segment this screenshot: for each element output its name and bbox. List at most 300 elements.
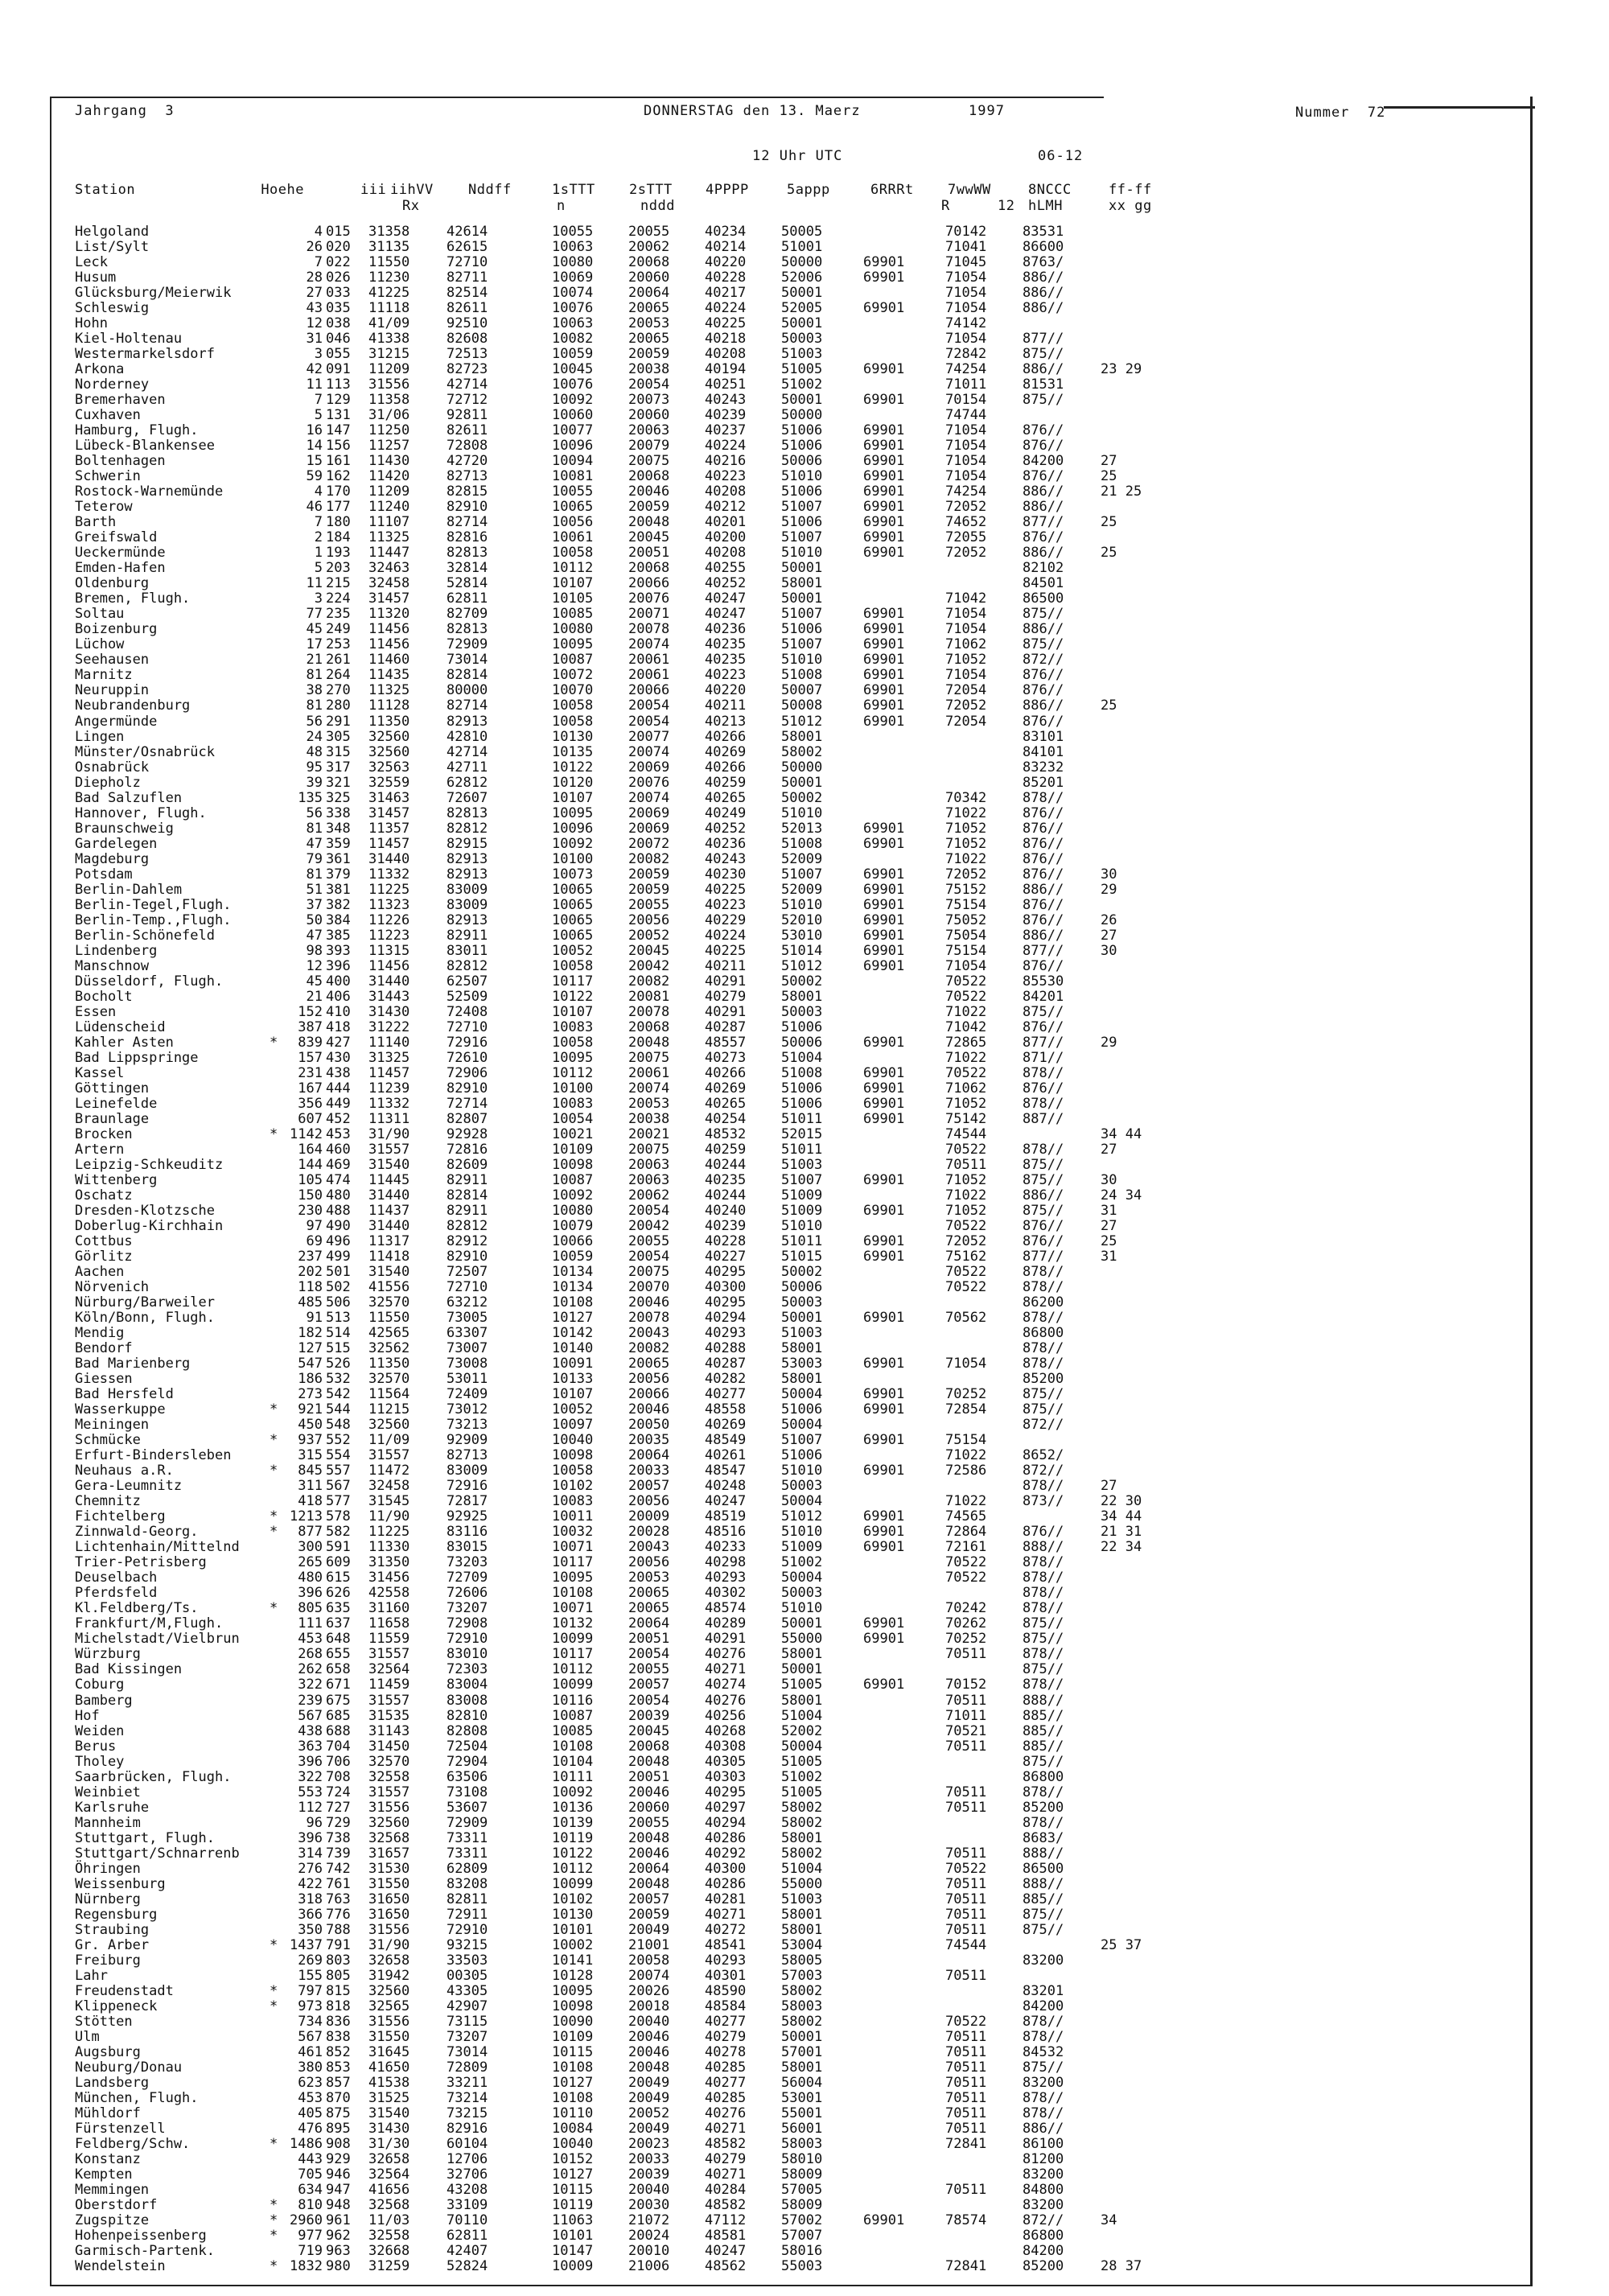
- weather-cell: 71052: [945, 1203, 987, 1219]
- iihvv-cell: 31443: [368, 988, 410, 1005]
- pressure-cell: 48584: [705, 1998, 747, 2014]
- nddff-cell: 42907: [446, 1998, 488, 2014]
- iihvv-cell: 11320: [368, 606, 410, 623]
- cloud-cell: 875//: [1023, 1615, 1064, 1632]
- station-name: Wittenberg: [75, 1171, 158, 1188]
- cloud-cell: 888//: [1023, 1845, 1064, 1862]
- tendency-cell: 53001: [781, 2089, 823, 2106]
- gust-cell: 25: [1101, 545, 1117, 562]
- elevation-cell: 112: [298, 1799, 323, 1816]
- column-header: Station: [75, 182, 136, 198]
- table-row: [75, 1005, 1515, 1020]
- nddff-cell: 62809: [446, 1860, 488, 1877]
- gust-cell: 29: [1101, 881, 1117, 898]
- dewpoint-cell: 20063: [628, 1156, 670, 1173]
- elevation-cell: 144: [298, 1156, 323, 1173]
- station-id-cell: 727: [326, 1799, 351, 1816]
- iihvv-cell: 41338: [368, 331, 410, 348]
- station-name: Rostock-Warnemünde: [75, 483, 224, 500]
- precip-cell: 69901: [863, 820, 905, 837]
- station-name: Augsburg: [75, 2043, 141, 2060]
- iihvv-cell: 31/30: [368, 2135, 410, 2152]
- weather-cell: 71054: [945, 285, 987, 302]
- station-name: Lüdenscheid: [75, 1018, 166, 1035]
- dewpoint-cell: 20082: [628, 850, 670, 867]
- temp-cell: 10096: [552, 820, 594, 837]
- pressure-cell: 40295: [705, 1784, 747, 1800]
- tendency-cell: 57007: [781, 2228, 823, 2245]
- pressure-cell: 40272: [705, 1921, 747, 1938]
- station-id-cell: 567: [326, 1478, 351, 1495]
- dewpoint-cell: 20045: [628, 529, 670, 546]
- station-id-cell: 496: [326, 1233, 351, 1250]
- iihvv-cell: 11325: [368, 529, 410, 546]
- pressure-cell: 40308: [705, 1738, 747, 1755]
- nddff-cell: 33503: [446, 1952, 488, 1969]
- table-row: [75, 1938, 1515, 1953]
- dewpoint-cell: 20066: [628, 682, 670, 699]
- station-name: Klippeneck: [75, 1998, 158, 2014]
- pressure-cell: 40236: [705, 621, 747, 638]
- station-name: Freudenstadt: [75, 1982, 174, 1999]
- precip-cell: 69901: [863, 1386, 905, 1403]
- pressure-cell: 40228: [705, 1233, 747, 1250]
- precip-cell: 69901: [863, 652, 905, 669]
- weather-cell: 71054: [945, 468, 987, 485]
- tendency-cell: 51003: [781, 1891, 823, 1907]
- tendency-cell: 50003: [781, 1294, 823, 1311]
- iihvv-cell: 11315: [368, 942, 410, 959]
- station-name: Bad Hersfeld: [75, 1386, 174, 1403]
- elevation-cell: 276: [298, 1860, 323, 1877]
- dewpoint-cell: 20065: [628, 1585, 670, 1602]
- cloud-cell: 876//: [1023, 1524, 1064, 1541]
- elevation-cell: 118: [298, 1279, 323, 1296]
- temp-cell: 10108: [552, 2059, 594, 2076]
- station-id-cell: 177: [326, 499, 351, 516]
- iihvv-cell: 31143: [368, 1722, 410, 1739]
- precip-cell: 69901: [863, 667, 905, 684]
- iihvv-cell: 32668: [368, 2243, 410, 2260]
- station-name: Karlsruhe: [75, 1799, 150, 1816]
- cloud-cell: 86600: [1023, 239, 1064, 256]
- station-name: Deuselbach: [75, 1570, 158, 1586]
- station-name: Stuttgart/Schnarrenb: [75, 1845, 240, 1862]
- pressure-cell: 48574: [705, 1600, 747, 1617]
- weather-cell: 70511: [945, 1921, 987, 1938]
- temp-cell: 10065: [552, 911, 594, 928]
- temp-cell: 11063: [552, 2212, 594, 2229]
- dewpoint-cell: 20050: [628, 1417, 670, 1434]
- nddff-cell: 72909: [446, 1814, 488, 1831]
- tendency-cell: 58001: [781, 1692, 823, 1709]
- station-id-cell: 708: [326, 1768, 351, 1785]
- iihvv-cell: 32565: [368, 1998, 410, 2014]
- weather-cell: 71011: [945, 1707, 987, 1724]
- station-id-cell: 908: [326, 2135, 351, 2152]
- table-row: [75, 852, 1515, 867]
- nddff-cell: 82609: [446, 1156, 488, 1173]
- temp-cell: 10009: [552, 2258, 594, 2275]
- temp-cell: 10092: [552, 835, 594, 852]
- cloud-cell: 85200: [1023, 2258, 1064, 2275]
- pressure-cell: 40208: [705, 545, 747, 562]
- station-id-cell: 038: [326, 315, 351, 332]
- station-id-cell: 026: [326, 270, 351, 286]
- tendency-cell: 50006: [781, 1279, 823, 1296]
- temp-cell: 10065: [552, 881, 594, 898]
- nddff-cell: 72607: [446, 789, 488, 806]
- station-id-cell: 264: [326, 667, 351, 684]
- cloud-cell: 83531: [1023, 224, 1064, 240]
- weather-cell: 71022: [945, 850, 987, 867]
- elevation-cell: 12: [306, 315, 323, 332]
- nddff-cell: 53607: [446, 1799, 488, 1816]
- pressure-cell: 40244: [705, 1156, 747, 1173]
- station-id-cell: 738: [326, 1829, 351, 1846]
- cloud-cell: 83101: [1023, 728, 1064, 745]
- temp-cell: 10081: [552, 468, 594, 485]
- dewpoint-cell: 20049: [628, 2120, 670, 2137]
- dewpoint-cell: 20074: [628, 636, 670, 653]
- tendency-cell: 58001: [781, 2059, 823, 2076]
- iihvv-cell: 32658: [368, 2150, 410, 2167]
- table-row: [75, 1448, 1515, 1463]
- tendency-cell: 51011: [781, 1110, 823, 1127]
- station-name: Weissenburg: [75, 1875, 166, 1892]
- elevation-cell: 877: [298, 1524, 323, 1541]
- time-label: 12 Uhr UTC: [752, 148, 843, 164]
- cloud-cell: 875//: [1023, 2059, 1064, 2076]
- tendency-cell: 57002: [781, 2212, 823, 2229]
- station-name: Kahler Asten: [75, 1034, 174, 1051]
- pressure-cell: 40271: [705, 1661, 747, 1678]
- tendency-cell: 53010: [781, 927, 823, 944]
- weather-cell: 70152: [945, 1677, 987, 1693]
- station-id-cell: 805: [326, 1967, 351, 1984]
- elevation-cell: 977: [298, 2228, 323, 2245]
- dewpoint-cell: 20048: [628, 1753, 670, 1770]
- temp-cell: 10058: [552, 545, 594, 562]
- pressure-cell: 40276: [705, 1692, 747, 1709]
- pressure-cell: 40240: [705, 1203, 747, 1219]
- tendency-cell: 51008: [781, 667, 823, 684]
- station-id-cell: 400: [326, 973, 351, 990]
- temp-cell: 10091: [552, 1356, 594, 1372]
- temp-cell: 10085: [552, 1722, 594, 1739]
- dewpoint-cell: 20010: [628, 2243, 670, 2260]
- pressure-cell: 40230: [705, 866, 747, 883]
- station-id-cell: 542: [326, 1386, 351, 1403]
- station-name: Neuruppin: [75, 682, 150, 699]
- iihvv-cell: 31557: [368, 1646, 410, 1663]
- mountain-station-marker: *: [270, 2258, 278, 2275]
- station-id-cell: 615: [326, 1570, 351, 1586]
- nddff-cell: 82810: [446, 1707, 488, 1724]
- station-name: Würzburg: [75, 1646, 141, 1663]
- dewpoint-cell: 20049: [628, 2089, 670, 2106]
- tendency-cell: 51006: [781, 1018, 823, 1035]
- dewpoint-cell: 20055: [628, 224, 670, 240]
- nddff-cell: 73108: [446, 1784, 488, 1800]
- tendency-cell: 52009: [781, 850, 823, 867]
- weather-cell: 71041: [945, 239, 987, 256]
- precip-cell: 69901: [863, 1401, 905, 1418]
- weather-cell: 72054: [945, 682, 987, 699]
- gust-cell: 30: [1101, 866, 1117, 883]
- nddff-cell: 82916: [446, 2120, 488, 2137]
- iihvv-cell: 31457: [368, 804, 410, 821]
- tendency-cell: 55000: [781, 1875, 823, 1892]
- pressure-cell: 40223: [705, 896, 747, 913]
- station-name: Artern: [75, 1141, 125, 1158]
- nddff-cell: 82912: [446, 1233, 488, 1250]
- tendency-cell: 51002: [781, 1554, 823, 1571]
- table-row: [75, 622, 1515, 637]
- iihvv-cell: 11447: [368, 545, 410, 562]
- nddff-cell: 73014: [446, 652, 488, 669]
- nddff-cell: 73203: [446, 1554, 488, 1571]
- elevation-cell: 634: [298, 2182, 323, 2198]
- nddff-cell: 83009: [446, 1463, 488, 1479]
- elevation-cell: 396: [298, 1829, 323, 1846]
- cloud-cell: 886//: [1023, 483, 1064, 500]
- station-name: Kl.Feldberg/Ts.: [75, 1600, 199, 1617]
- station-name: Bad Salzuflen: [75, 789, 183, 806]
- station-id-cell: 162: [326, 468, 351, 485]
- table-row: [75, 240, 1515, 255]
- weather-cell: 71052: [945, 820, 987, 837]
- station-name: Weinbiet: [75, 1784, 141, 1800]
- elevation-cell: 1213: [290, 1508, 323, 1525]
- station-name: Chemnitz: [75, 1493, 141, 1510]
- tendency-cell: 51006: [781, 1447, 823, 1464]
- station-id-cell: 506: [326, 1294, 351, 1311]
- nddff-cell: 82808: [446, 1722, 488, 1739]
- elevation-cell: 262: [298, 1661, 323, 1678]
- temp-cell: 10063: [552, 239, 594, 256]
- dewpoint-cell: 20076: [628, 774, 670, 791]
- iihvv-cell: 32560: [368, 1814, 410, 1831]
- dewpoint-cell: 20074: [628, 789, 670, 806]
- cloud-cell: 888//: [1023, 1692, 1064, 1709]
- tendency-cell: 51007: [781, 1432, 823, 1449]
- pressure-cell: 40237: [705, 422, 747, 439]
- elevation-cell: 480: [298, 1570, 323, 1586]
- cloud-cell: 875//: [1023, 1003, 1064, 1020]
- table-row: [75, 791, 1515, 806]
- station-name: Öhringen: [75, 1860, 141, 1877]
- weather-cell: 71052: [945, 1095, 987, 1112]
- iihvv-cell: 31135: [368, 239, 410, 256]
- weather-cell: 71052: [945, 1171, 987, 1188]
- temp-cell: 10054: [552, 1110, 594, 1127]
- dewpoint-cell: 20078: [628, 621, 670, 638]
- dewpoint-cell: 20052: [628, 927, 670, 944]
- dewpoint-cell: 20046: [628, 1784, 670, 1800]
- dewpoint-cell: 20053: [628, 315, 670, 332]
- weather-cell: 71054: [945, 1356, 987, 1372]
- cloud-cell: 86200: [1023, 1294, 1064, 1311]
- cloud-cell: 885//: [1023, 1891, 1064, 1907]
- iihvv-cell: 11250: [368, 422, 410, 439]
- weather-cell: 70252: [945, 1631, 987, 1648]
- tendency-cell: 50001: [781, 2028, 823, 2045]
- elevation-cell: 268: [298, 1646, 323, 1663]
- weather-cell: 70511: [945, 1799, 987, 1816]
- elevation-cell: 16: [306, 422, 323, 439]
- pressure-cell: 40224: [705, 438, 747, 455]
- cloud-cell: 878//: [1023, 1264, 1064, 1281]
- station-name: Göttingen: [75, 1080, 150, 1097]
- iihvv-cell: 11564: [368, 1386, 410, 1403]
- elevation-cell: 734: [298, 2013, 323, 2030]
- weather-cell: 71022: [945, 1447, 987, 1464]
- table-row: [75, 454, 1515, 469]
- temp-cell: 10082: [552, 331, 594, 348]
- iihvv-cell: 31550: [368, 1875, 410, 1892]
- elevation-cell: 42: [306, 361, 323, 378]
- precip-cell: 69901: [863, 1508, 905, 1525]
- iihvv-cell: 11457: [368, 1064, 410, 1081]
- station-id-cell: 418: [326, 1018, 351, 1035]
- station-id-cell: 490: [326, 1218, 351, 1235]
- station-name: Wendelstein: [75, 2258, 166, 2275]
- iihvv-cell: 31325: [368, 1049, 410, 1066]
- elevation-cell: 380: [298, 2059, 323, 2076]
- cloud-cell: 876//: [1023, 667, 1064, 684]
- pressure-cell: 40286: [705, 1875, 747, 1892]
- weather-cell: 70242: [945, 1600, 987, 1617]
- cloud-cell: 86500: [1023, 1860, 1064, 1877]
- elevation-cell: 56: [306, 804, 323, 821]
- tendency-cell: 51007: [781, 1171, 823, 1188]
- cloud-cell: 878//: [1023, 1310, 1064, 1327]
- temp-cell: 10058: [552, 1034, 594, 1051]
- elevation-cell: 21: [306, 652, 323, 669]
- station-id-cell: 626: [326, 1585, 351, 1602]
- weather-cell: 70511: [945, 1738, 987, 1755]
- weather-cell: 72161: [945, 1539, 987, 1556]
- mountain-station-marker: *: [270, 1125, 278, 1142]
- elevation-cell: 269: [298, 1952, 323, 1969]
- station-name: München, Flugh.: [75, 2089, 199, 2106]
- station-name: Nürnberg: [75, 1891, 141, 1907]
- elevation-cell: 17: [306, 636, 323, 653]
- pressure-cell: 40291: [705, 1631, 747, 1648]
- table-row: [75, 1173, 1515, 1188]
- temp-cell: 10107: [552, 575, 594, 592]
- dewpoint-cell: 20063: [628, 1171, 670, 1188]
- nddff-cell: 62811: [446, 2228, 488, 2245]
- temp-cell: 10076: [552, 376, 594, 393]
- elevation-cell: 7: [314, 254, 323, 271]
- station-id-cell: 526: [326, 1356, 351, 1372]
- weather-cell: 70522: [945, 1264, 987, 1281]
- pressure-cell: 40247: [705, 590, 747, 607]
- nddff-cell: 72504: [446, 1738, 488, 1755]
- cloud-cell: 83200: [1023, 2166, 1064, 2183]
- cloud-cell: 885//: [1023, 1738, 1064, 1755]
- elevation-cell: 1486: [290, 2135, 323, 2152]
- pressure-cell: 40255: [705, 560, 747, 577]
- table-row: [75, 393, 1515, 408]
- elevation-cell: 418: [298, 1493, 323, 1510]
- iihvv-cell: 11/90: [368, 1508, 410, 1525]
- station-id-cell: 870: [326, 2089, 351, 2106]
- elevation-cell: 45: [306, 621, 323, 638]
- station-id-cell: 449: [326, 1095, 351, 1112]
- precip-cell: 69901: [863, 1233, 905, 1250]
- station-name: Aachen: [75, 1264, 125, 1281]
- gust-cell: 21 31: [1101, 1524, 1142, 1541]
- cloud-cell: 886//: [1023, 300, 1064, 317]
- cloud-cell: 877//: [1023, 514, 1064, 531]
- elevation-cell: 567: [298, 2028, 323, 2045]
- tendency-cell: 52002: [781, 1722, 823, 1739]
- temp-cell: 10032: [552, 1524, 594, 1541]
- cloud-cell: 86500: [1023, 590, 1064, 607]
- iihvv-cell: 11456: [368, 636, 410, 653]
- iihvv-cell: 11323: [368, 896, 410, 913]
- dewpoint-cell: 20073: [628, 392, 670, 409]
- temp-cell: 10080: [552, 621, 594, 638]
- pressure-cell: 40285: [705, 2059, 747, 2076]
- iihvv-cell: 31430: [368, 2120, 410, 2137]
- temp-cell: 10110: [552, 2105, 594, 2121]
- station-id-cell: 382: [326, 896, 351, 913]
- tendency-cell: 51010: [781, 804, 823, 821]
- station-name: Marnitz: [75, 667, 133, 684]
- tendency-cell: 50001: [781, 560, 823, 577]
- table-row: [75, 224, 1515, 240]
- iihvv-cell: 32564: [368, 2166, 410, 2183]
- station-name: Lüchow: [75, 636, 125, 653]
- iihvv-cell: 31259: [368, 2258, 410, 2275]
- pressure-cell: 40294: [705, 1310, 747, 1327]
- cloud-cell: 876//: [1023, 835, 1064, 852]
- station-id-cell: 020: [326, 239, 351, 256]
- station-id-cell: 406: [326, 988, 351, 1005]
- elevation-cell: 186: [298, 1371, 323, 1388]
- cloud-cell: 8652/: [1023, 1447, 1064, 1464]
- cloud-cell: 875//: [1023, 636, 1064, 653]
- temp-cell: 10107: [552, 1386, 594, 1403]
- station-id-cell: 648: [326, 1631, 351, 1648]
- table-row: [75, 1418, 1515, 1433]
- station-name: Emden-Hafen: [75, 560, 166, 577]
- temp-cell: 10059: [552, 1249, 594, 1265]
- nddff-cell: 73207: [446, 1600, 488, 1617]
- temp-cell: 10058: [552, 697, 594, 714]
- pressure-cell: 40266: [705, 1064, 747, 1081]
- nddff-cell: 72709: [446, 1570, 488, 1586]
- station-name: Kiel-Holtenau: [75, 331, 183, 348]
- table-row: [75, 607, 1515, 622]
- elevation-cell: 2: [314, 529, 323, 546]
- cloud-cell: 886//: [1023, 2120, 1064, 2137]
- nddff-cell: 72712: [446, 392, 488, 409]
- elevation-cell: 69: [306, 1233, 323, 1250]
- station-name: Bremen, Flugh.: [75, 590, 191, 607]
- temp-cell: 10128: [552, 1967, 594, 1984]
- tendency-cell: 58002: [781, 743, 823, 760]
- iihvv-cell: 11223: [368, 927, 410, 944]
- elevation-cell: 443: [298, 2150, 323, 2167]
- pressure-cell: 40239: [705, 407, 747, 424]
- temp-cell: 10087: [552, 1707, 594, 1724]
- station-id-cell: 379: [326, 866, 351, 883]
